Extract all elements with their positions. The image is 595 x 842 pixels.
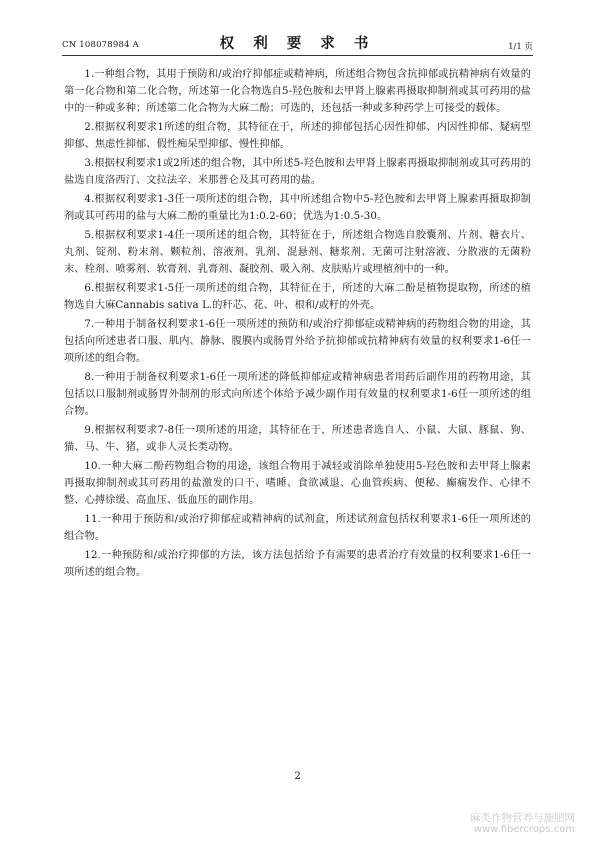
page-title: 权 利 要 求 书 bbox=[219, 35, 376, 52]
claim-5: 5.根据权利要求1-4任一项所述的组合物，其特征在于，所述组合物选自胶囊剂、片剂、糖衣片、丸剂、锭剂、粉末剂、颗粒剂、溶液剂、乳剂、混悬剂、糖浆剂、无菌可注射溶液、分散液的无菌粉末、栓剂、喷雾剂、软膏剂、乳膏剂、凝胶剂、吸入剂、皮肤贴片或埋植剂中的一种。 bbox=[64, 230, 531, 275]
header-rule bbox=[62, 55, 533, 56]
page-header bbox=[0, 0, 595, 60]
claim-11: 11.一种用于预防和/或治疗抑郁症或精神病的试剂盒，所述试剂盒包括权利要求1-6任一项所述的组合物。 bbox=[64, 514, 531, 542]
claims-list bbox=[64, 66, 531, 583]
site-watermark bbox=[470, 812, 575, 836]
claim-9: 9.根据权利要求7-8任一项所述的用途，其特征在于，所述患者选自人、小鼠、大鼠、豚鼠、狗、猫、马、牛、猪，或非人灵长类动物。 bbox=[64, 425, 531, 453]
claim-4: 4.根据权利要求1-3任一项所述的组合物，其中所述组合物中5-羟色胺和去甲肾上腺素再摄取抑制剂或其可药用的盐与大麻二酚的重量比为1:0.2-60；优选为1:0.5-30。 bbox=[64, 194, 531, 222]
claim-7: 7.一种用于制备权利要求1-6任一项所述的预防和/或治疗抑郁症或精神病的药物组合物的用途，其包括向所述患者口服、肌内、静脉、腹膜内或肠胃外给予抗抑郁或抗精神病有效量的权利要求1-6任一项所述的组合物。 bbox=[64, 319, 531, 364]
watermark-site-name: 麻类作物营养与施肥网 bbox=[470, 812, 575, 824]
page-info: 1/1 页 bbox=[508, 42, 533, 52]
claim-8: 8.一种用于制备权利要求1-6任一项所述的降低抑郁症或精神病患者用药后副作用的药物用途，其包括以口服制剂或肠胃外制剂的形式向所述个体给予减少副作用有效量的权利要求1-6任一项所述的组合物。 bbox=[64, 372, 531, 417]
claim-6: 6.根据权利要求1-5任一项所述的组合物，其特征在于，所述的大麻二酚是植物提取物，所述的植物选自大麻Cannabis sativa L.的秆芯、花、叶、根和/或籽的外壳。 bbox=[64, 283, 531, 311]
claim-12: 12.一种预防和/或治疗抑郁的方法，该方法包括给予有需要的患者治疗有效量的权利要求1-6任一项所述的组合物。 bbox=[64, 550, 531, 578]
claim-1: 1.一种组合物，其用于预防和/或治疗抑郁症或精神病，所述组合物包含抗抑郁或抗精神病有效量的第一化合物和第二化合物，所述第一化合物选自5-羟色胺和去甲肾上腺素再摄取抑制剂或其可药用的盐中的一种或多种；所述第二化合物为大麻二酚；可选的，还包括一种或多种药学上可接受的载体。 bbox=[64, 69, 531, 114]
document-id: CN 108078984 A bbox=[62, 40, 139, 50]
watermark-url: www.fibercrops.com bbox=[473, 824, 575, 835]
page-number: 2 bbox=[294, 771, 301, 782]
claim-2: 2.根据权利要求1所述的组合物，其特征在于，所述的抑郁包括心因性抑郁、内因性抑郁、疑病型抑郁、焦虑性抑郁、假性痴呆型抑郁、慢性抑郁。 bbox=[64, 122, 531, 150]
claim-10: 10.一种大麻二酚药物组合物的用途，该组合物用于减轻或消除单独使用5-羟色胺和去甲肾上腺素再摄取抑制剂或其可药用的盐激发的口干、嗜睡、食欲减退、心血管疾病、便秘、癫痫发作、心律不整、心搏徐缓、高血压、低血压的副作用。 bbox=[64, 461, 531, 506]
claim-3: 3.根据权利要求1或2所述的组合物，其中所述5-羟色胺和去甲肾上腺素再摄取抑制剂或其可药用的盐选自度洛西汀、文拉法辛、米那普仑及其可药用的盐。 bbox=[64, 158, 531, 186]
